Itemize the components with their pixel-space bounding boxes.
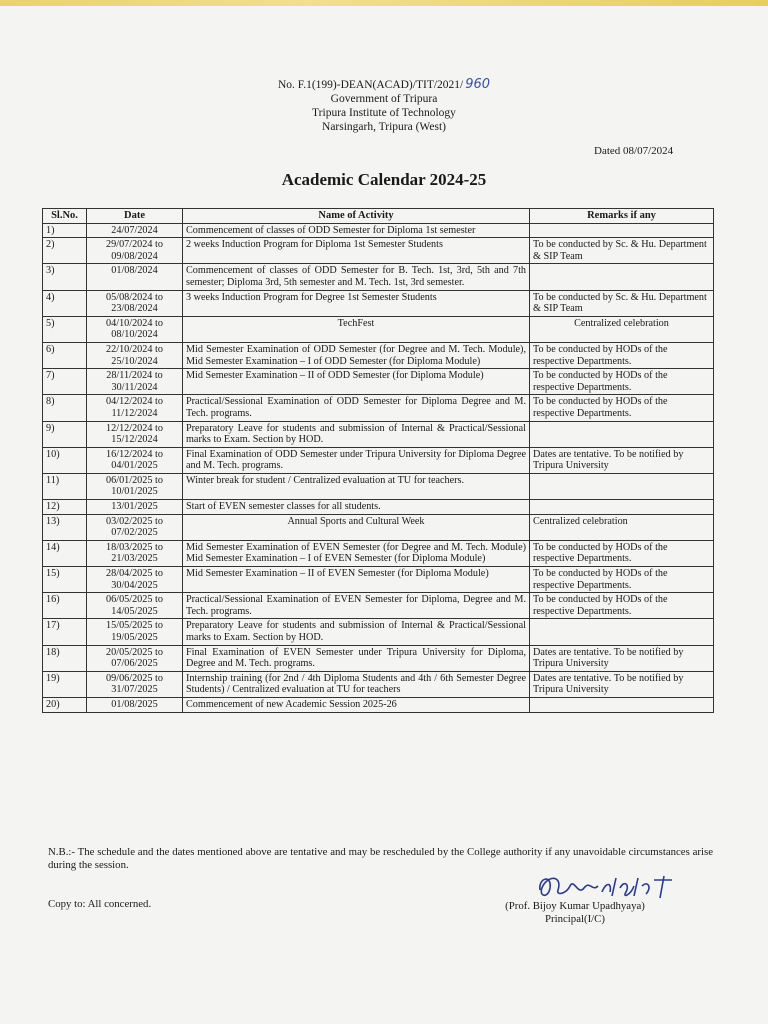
cell-slno: 4) — [43, 290, 87, 316]
table-row — [43, 238, 714, 264]
cell-slno: 6) — [43, 342, 87, 368]
table-row — [43, 421, 714, 447]
academic-calendar-table — [42, 208, 714, 713]
cell-remarks: Dates are tentative. To be notified by Tripura University — [530, 447, 714, 473]
document-title: Academic Calendar 2024-25 — [281, 170, 487, 189]
table-row — [43, 645, 714, 671]
column-header-slno: Sl.No. — [43, 209, 87, 224]
cell-activity: Annual Sports and Cultural Week — [183, 514, 530, 540]
cell-remarks: To be conducted by HODs of the respective Departments. — [530, 567, 714, 593]
issue-date: Dated 08/07/2024 — [594, 145, 674, 157]
cell-date: 20/05/2025 to 07/06/2025 — [87, 645, 183, 671]
cell-remarks — [530, 473, 714, 499]
handwritten-ref-number: 960 — [465, 77, 491, 92]
table-row — [43, 671, 714, 697]
cell-activity: Final Examination of EVEN Semester under Tripura University for Diploma, Degree and M. Tech. programs. — [183, 645, 530, 671]
institute-name: Tripura Institute of Technology — [312, 107, 456, 119]
table-row — [43, 514, 714, 540]
cell-date: 16/12/2024 to 04/01/2025 — [87, 447, 183, 473]
cell-slno: 18) — [43, 645, 87, 671]
cell-slno: 2) — [43, 238, 87, 264]
cell-date: 04/10/2024 to 08/10/2024 — [87, 316, 183, 342]
cell-activity: Internship training (for 2nd / 4th Diploma Students and 4th / 6th Semester Degree Students) / Centralized evaluation at TU for teachers — [183, 671, 530, 697]
column-header-date: Date — [87, 209, 183, 224]
cell-activity: Preparatory Leave for students and submission of Internal & Practical/Sessional marks to Exam. Section by HOD. — [183, 421, 530, 447]
cell-slno: 16) — [43, 593, 87, 619]
cell-date: 18/03/2025 to 21/03/2025 — [87, 540, 183, 566]
signatory-block — [490, 900, 660, 926]
table-row — [43, 593, 714, 619]
cell-date: 04/12/2024 to 11/12/2024 — [87, 395, 183, 421]
table-row — [43, 567, 714, 593]
signatory-name: (Prof. Bijoy Kumar Upadhyaya) — [505, 900, 645, 912]
cell-slno: 3) — [43, 264, 87, 290]
cell-slno: 17) — [43, 619, 87, 645]
cell-slno: 11) — [43, 473, 87, 499]
cell-activity: Mid Semester Examination of EVEN Semester (for Degree and M. Tech. Module) Mid Semester Examination – I of EVEN Semester (for Diploma Module) — [183, 540, 530, 566]
cell-date: 15/05/2025 to 19/05/2025 — [87, 619, 183, 645]
cell-date: 03/02/2025 to 07/02/2025 — [87, 514, 183, 540]
table-row — [43, 619, 714, 645]
table-row — [43, 395, 714, 421]
cell-date: 29/07/2024 to 09/08/2024 — [87, 238, 183, 264]
table-row — [43, 223, 714, 238]
cell-remarks: To be conducted by HODs of the respective Departments. — [530, 540, 714, 566]
cell-remarks: To be conducted by HODs of the respective Departments. — [530, 369, 714, 395]
letter-header — [0, 78, 768, 134]
cell-slno: 19) — [43, 671, 87, 697]
cell-slno: 5) — [43, 316, 87, 342]
cell-date: 24/07/2024 — [87, 223, 183, 238]
table-header-row — [43, 209, 714, 224]
institute-address: Narsingarh, Tripura (West) — [322, 121, 446, 133]
cell-remarks: Centralized celebration — [530, 514, 714, 540]
cell-date: 28/04/2025 to 30/04/2025 — [87, 567, 183, 593]
table-row — [43, 369, 714, 395]
cell-remarks: Dates are tentative. To be notified by Tripura University — [530, 671, 714, 697]
table-row — [43, 500, 714, 515]
cell-activity: Practical/Sessional Examination of ODD Semester for Diploma Degree and M. Tech. programs. — [183, 395, 530, 421]
table-row — [43, 447, 714, 473]
cell-date: 28/11/2024 to 30/11/2024 — [87, 369, 183, 395]
cell-activity: 3 weeks Induction Program for Degree 1st Semester Students — [183, 290, 530, 316]
cell-activity: Practical/Sessional Examination of EVEN Semester for Diploma, Degree and M. Tech. programs. — [183, 593, 530, 619]
cell-activity: Mid Semester Examination – II of EVEN Semester (for Diploma Module) — [183, 567, 530, 593]
cell-remarks: Dates are tentative. To be notified by Tripura University — [530, 645, 714, 671]
cell-remarks — [530, 500, 714, 515]
cell-slno: 20) — [43, 697, 87, 712]
cell-date: 01/08/2025 — [87, 697, 183, 712]
cell-remarks — [530, 697, 714, 712]
reference-number: No. F.1(199)-DEAN(ACAD)/TIT/2021/ — [277, 79, 464, 91]
cell-activity: Mid Semester Examination of ODD Semester (for Degree and M. Tech. Module), Mid Semester Examination – I of ODD Semester (for Diploma Module) — [183, 342, 530, 368]
cell-slno: 9) — [43, 421, 87, 447]
table-row — [43, 342, 714, 368]
table-row — [43, 540, 714, 566]
cell-remarks: To be conducted by Sc. & Hu. Department & SIP Team — [530, 290, 714, 316]
cell-remarks — [530, 619, 714, 645]
cell-date: 06/05/2025 to 14/05/2025 — [87, 593, 183, 619]
cell-remarks: To be conducted by HODs of the respective Departments. — [530, 342, 714, 368]
cell-slno: 13) — [43, 514, 87, 540]
table-body — [43, 223, 714, 712]
cell-date: 01/08/2024 — [87, 264, 183, 290]
table-row — [43, 290, 714, 316]
cell-remarks — [530, 264, 714, 290]
cell-date: 06/01/2025 to 10/01/2025 — [87, 473, 183, 499]
cell-date: 22/10/2024 to 25/10/2024 — [87, 342, 183, 368]
column-header-remarks: Remarks if any — [530, 209, 714, 224]
cell-slno: 15) — [43, 567, 87, 593]
cell-slno: 12) — [43, 500, 87, 515]
cell-activity: Winter break for student / Centralized evaluation at TU for teachers. — [183, 473, 530, 499]
cell-activity: TechFest — [183, 316, 530, 342]
copy-to-text: Copy to: All concerned. — [48, 898, 152, 910]
cell-remarks: To be conducted by HODs of the respective Departments. — [530, 593, 714, 619]
table-row — [43, 316, 714, 342]
note-text: N.B.:- The schedule and the dates mentioned above are tentative and may be rescheduled by the College authority if any unavoidable circumstances arise during the session. — [48, 846, 713, 871]
column-header-activity: Name of Activity — [183, 209, 530, 224]
cell-remarks — [530, 421, 714, 447]
cell-remarks: To be conducted by HODs of the respective Departments. — [530, 395, 714, 421]
cell-activity: Final Examination of ODD Semester under Tripura University for Diploma Degree and M. Tech. programs. — [183, 447, 530, 473]
table-row — [43, 264, 714, 290]
cell-activity: Mid Semester Examination – II of ODD Semester (for Diploma Module) — [183, 369, 530, 395]
cell-slno: 14) — [43, 540, 87, 566]
cell-date: 09/06/2025 to 31/07/2025 — [87, 671, 183, 697]
cell-activity: Commencement of new Academic Session 2025-26 — [183, 697, 530, 712]
cell-date: 12/12/2024 to 15/12/2024 — [87, 421, 183, 447]
cell-activity: Preparatory Leave for students and submission of Internal & Practical/Sessional marks to Exam. Section by HOD. — [183, 619, 530, 645]
cell-slno: 1) — [43, 223, 87, 238]
table-row — [43, 473, 714, 499]
cell-remarks: To be conducted by Sc. & Hu. Department & SIP Team — [530, 238, 714, 264]
cell-remarks — [530, 223, 714, 238]
signatory-designation: Principal(I/C) — [545, 913, 605, 925]
top-color-strip — [0, 0, 768, 6]
cell-slno: 8) — [43, 395, 87, 421]
cell-date: 13/01/2025 — [87, 500, 183, 515]
cell-activity: Start of EVEN semester classes for all students. — [183, 500, 530, 515]
cell-slno: 10) — [43, 447, 87, 473]
cell-activity: Commencement of classes of ODD Semester for Diploma 1st semester — [183, 223, 530, 238]
cell-activity: Commencement of classes of ODD Semester for B. Tech. 1st, 3rd, 5th and 7th semester; Diploma 3rd, 5th semester and M. Tech. 1st, 3rd semester. — [183, 264, 530, 290]
cell-remarks: Centralized celebration — [530, 316, 714, 342]
cell-activity: 2 weeks Induction Program for Diploma 1st Semester Students — [183, 238, 530, 264]
cell-slno: 7) — [43, 369, 87, 395]
cell-date: 05/08/2024 to 23/08/2024 — [87, 290, 183, 316]
government-name: Government of Tripura — [330, 93, 438, 105]
table-row — [43, 697, 714, 712]
